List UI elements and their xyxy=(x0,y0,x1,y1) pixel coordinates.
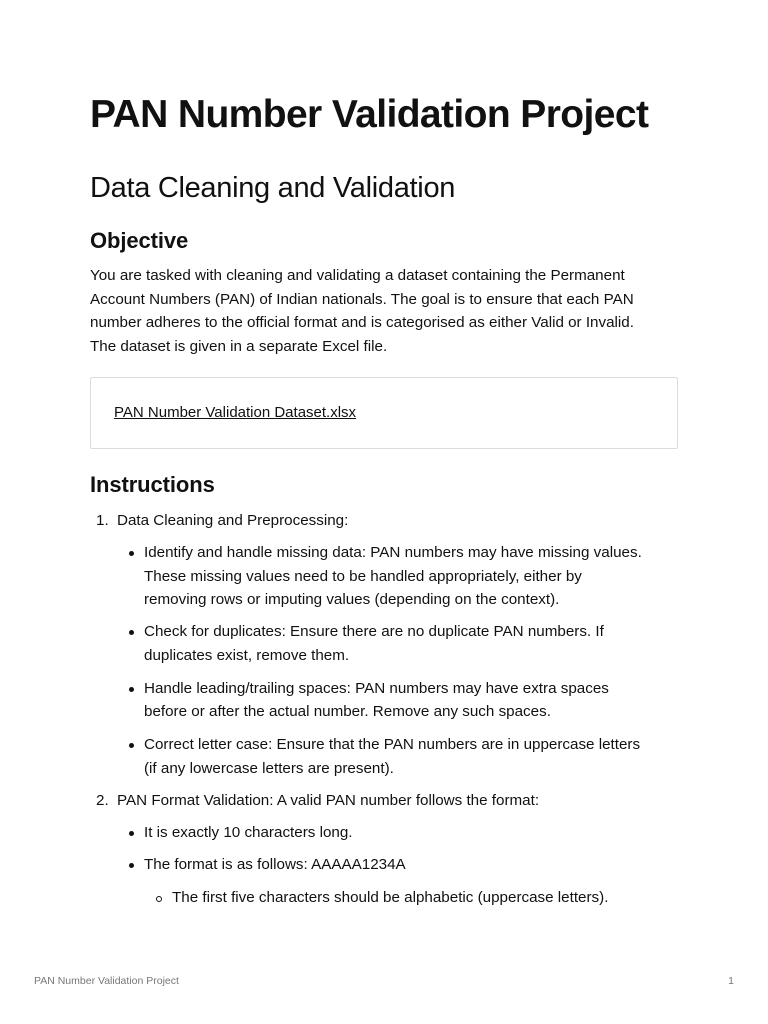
page-number: 1 xyxy=(728,975,734,987)
list-item-label: Data Cleaning and Preprocessing: xyxy=(117,512,349,529)
dataset-file-link[interactable]: PAN Number Validation Dataset.xlsx xyxy=(114,404,357,421)
bullet-line: duplicates exist, remove them. xyxy=(144,647,350,664)
bullet-line: It is exactly 10 characters long. xyxy=(144,824,353,841)
attachment-box xyxy=(90,377,678,449)
bullet-line: These missing values need to be handled appropriately, either by xyxy=(144,568,582,585)
objective-paragraph xyxy=(90,264,678,358)
bullet-icon xyxy=(129,630,134,635)
objective-heading: Objective xyxy=(90,228,189,253)
bullet-line: before or after the actual number. Remove any such spaces. xyxy=(144,703,551,720)
bullet-line: (if any lowercase letters are present). xyxy=(144,760,394,777)
instructions-heading: Instructions xyxy=(90,472,215,497)
bullet-line: The format is as follows: AAAAA1234A xyxy=(144,856,406,873)
sub-bullet-icon xyxy=(156,896,162,902)
section-title: Data Cleaning and Validation xyxy=(90,172,456,204)
bullet-line: Correct letter case: Ensure that the PAN numbers are in uppercase letters xyxy=(144,736,641,753)
bullet-icon xyxy=(129,743,134,748)
list-item-label: PAN Format Validation: A valid PAN number follows the format: xyxy=(117,792,540,809)
bullet-icon xyxy=(129,863,134,868)
page-title: PAN Number Validation Project xyxy=(90,93,649,136)
objective-line: Account Numbers (PAN) of Indian nationals. The goal is to ensure that each PAN xyxy=(90,290,634,308)
objective-line: The dataset is given in a separate Excel file. xyxy=(90,337,388,355)
bullet-line: Identify and handle missing data: PAN numbers may have missing values. xyxy=(144,544,642,561)
footer-title: PAN Number Validation Project xyxy=(34,975,179,987)
list-number: 2. xyxy=(96,792,109,809)
bullet-icon xyxy=(129,831,134,836)
bullet-line: Handle leading/trailing spaces: PAN numbers may have extra spaces xyxy=(144,680,609,697)
bullet-icon xyxy=(129,687,134,692)
list-number: 1. xyxy=(96,512,109,529)
bullet-icon xyxy=(129,551,134,556)
bullet-line: removing rows or imputing values (depending on the context). xyxy=(144,591,560,608)
bullet-line: Check for duplicates: Ensure there are no duplicate PAN numbers. If xyxy=(144,623,604,640)
objective-line: number adheres to the official format and is categorised as either Valid or Invalid. xyxy=(90,314,634,332)
sub-bullet-line: The first five characters should be alphabetic (uppercase letters). xyxy=(172,889,609,906)
objective-line: You are tasked with cleaning and validating a dataset containing the Permanent xyxy=(90,267,625,284)
